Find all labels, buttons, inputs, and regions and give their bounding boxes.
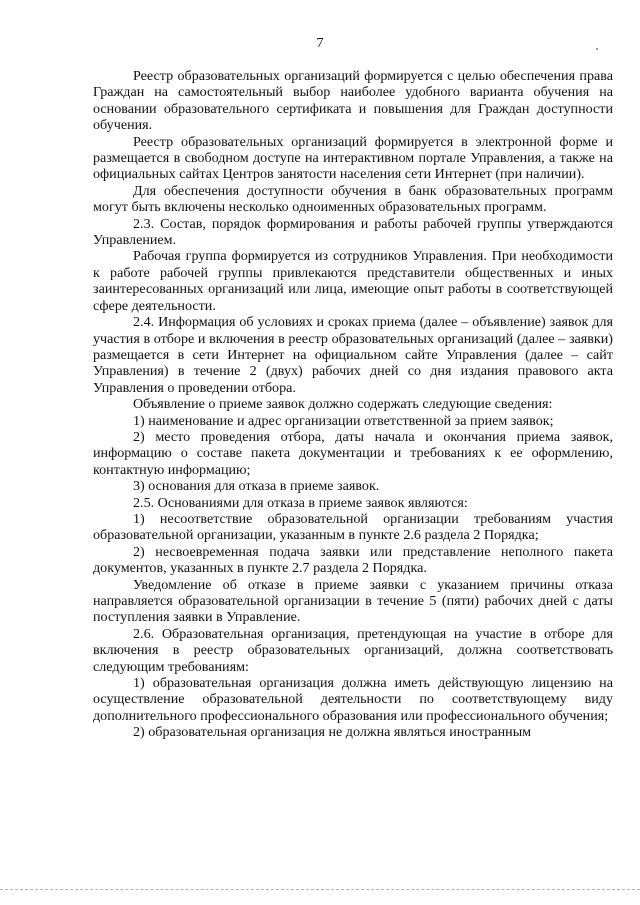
- scan-artifact: [596, 48, 598, 50]
- list-item-announcement-2: 2) место проведения отбора, даты начала и окончания приема заявок, информацию о составе пакета документации и требованиях к ее оформлению, контактную информацию;: [93, 428, 613, 478]
- scan-edge-line: [0, 889, 640, 890]
- paragraph-registry-publication: Реестр образовательных организаций формируется в электронной форме и размещается в свободном доступе на интерактивном портале Управления, а также на официальных сайтах Центров занятости населения сети Интернет (при наличии).: [93, 133, 613, 183]
- paragraph-program-bank: Для обеспечения доступности обучения в банк образовательных программ могут быть включены несколько одноименных образовательных программ.: [93, 182, 613, 216]
- list-item-refusal-2: 2) несвоевременная подача заявки или представление неполного пакета документов, указанных в пункте 2.7 раздела 2 Порядка.: [93, 543, 613, 577]
- list-item-requirement-1: 1) образовательная организация должна иметь действующую лицензию на осуществление образовательной деятельности по соответствующему виду дополнительного профессионального образования или профессионального обучения;: [93, 675, 613, 724]
- list-item-refusal-1: 1) несоответствие образовательной организации требованиям участия образовательной организации, указанным в пункте 2.6 раздела 2 Порядка;: [93, 510, 613, 544]
- paragraph-working-group: Рабочая группа формируется из сотрудников Управления. При необходимости к работе рабочей группы привлекаются представители общественных и иных заинтересованных организаций или лица, имеющие опыт работы в соответствующей сфере деятельности.: [93, 248, 613, 314]
- list-item-announcement-1: 1) наименование и адрес организации ответственной за прием заявок;: [133, 412, 554, 429]
- paragraph-refusal-notice: Уведомление об отказе в приеме заявки с указанием причины отказа направляется образовательной организации в течение 5 (пяти) рабочих дней с даты поступления заявки в Управление.: [93, 576, 613, 626]
- paragraph-announcement-contents: Объявление о приеме заявок должно содержать следующие сведения:: [133, 396, 553, 413]
- paragraph-clause-2-5: 2.5. Основаниями для отказа в приеме заявок являются:: [133, 494, 468, 511]
- list-item-announcement-3: 3) основания для отказа в приеме заявок.: [133, 478, 380, 495]
- document-body: [93, 68, 613, 741]
- paragraph-clause-2-3: 2.3. Состав, порядок формирования и работы рабочей группы утверждаются Управлением.: [93, 215, 613, 249]
- paragraph-clause-2-4: 2.4. Информация об условиях и сроках приема (далее – объявление) заявок для участия в отборе и включения в реестр образовательных организаций (далее – заявки) размещается в сети Интернет на официальном сайте Управления (далее – сайт Управления) в течение 2 (двух) рабочих дней со дня издания правового акта Управления о проведении отбора.: [93, 314, 613, 396]
- list-item-requirement-2: 2) образовательная организация не должна являться иностранным: [133, 724, 532, 741]
- page-number: 7: [316, 36, 324, 51]
- paragraph-clause-2-6: 2.6. Образовательная организация, претендующая на участие в отборе для включения в реестр образовательных организаций, должна соответствовать следующим требованиям:: [93, 625, 613, 675]
- paragraph-registry-purpose: Реестр образовательных организаций формируется с целью обеспечения права Граждан на самостоятельный выбор наиболее удобного варианта обучения на основании образовательного сертификата и повышения для Граждан доступности обучения.: [93, 68, 613, 134]
